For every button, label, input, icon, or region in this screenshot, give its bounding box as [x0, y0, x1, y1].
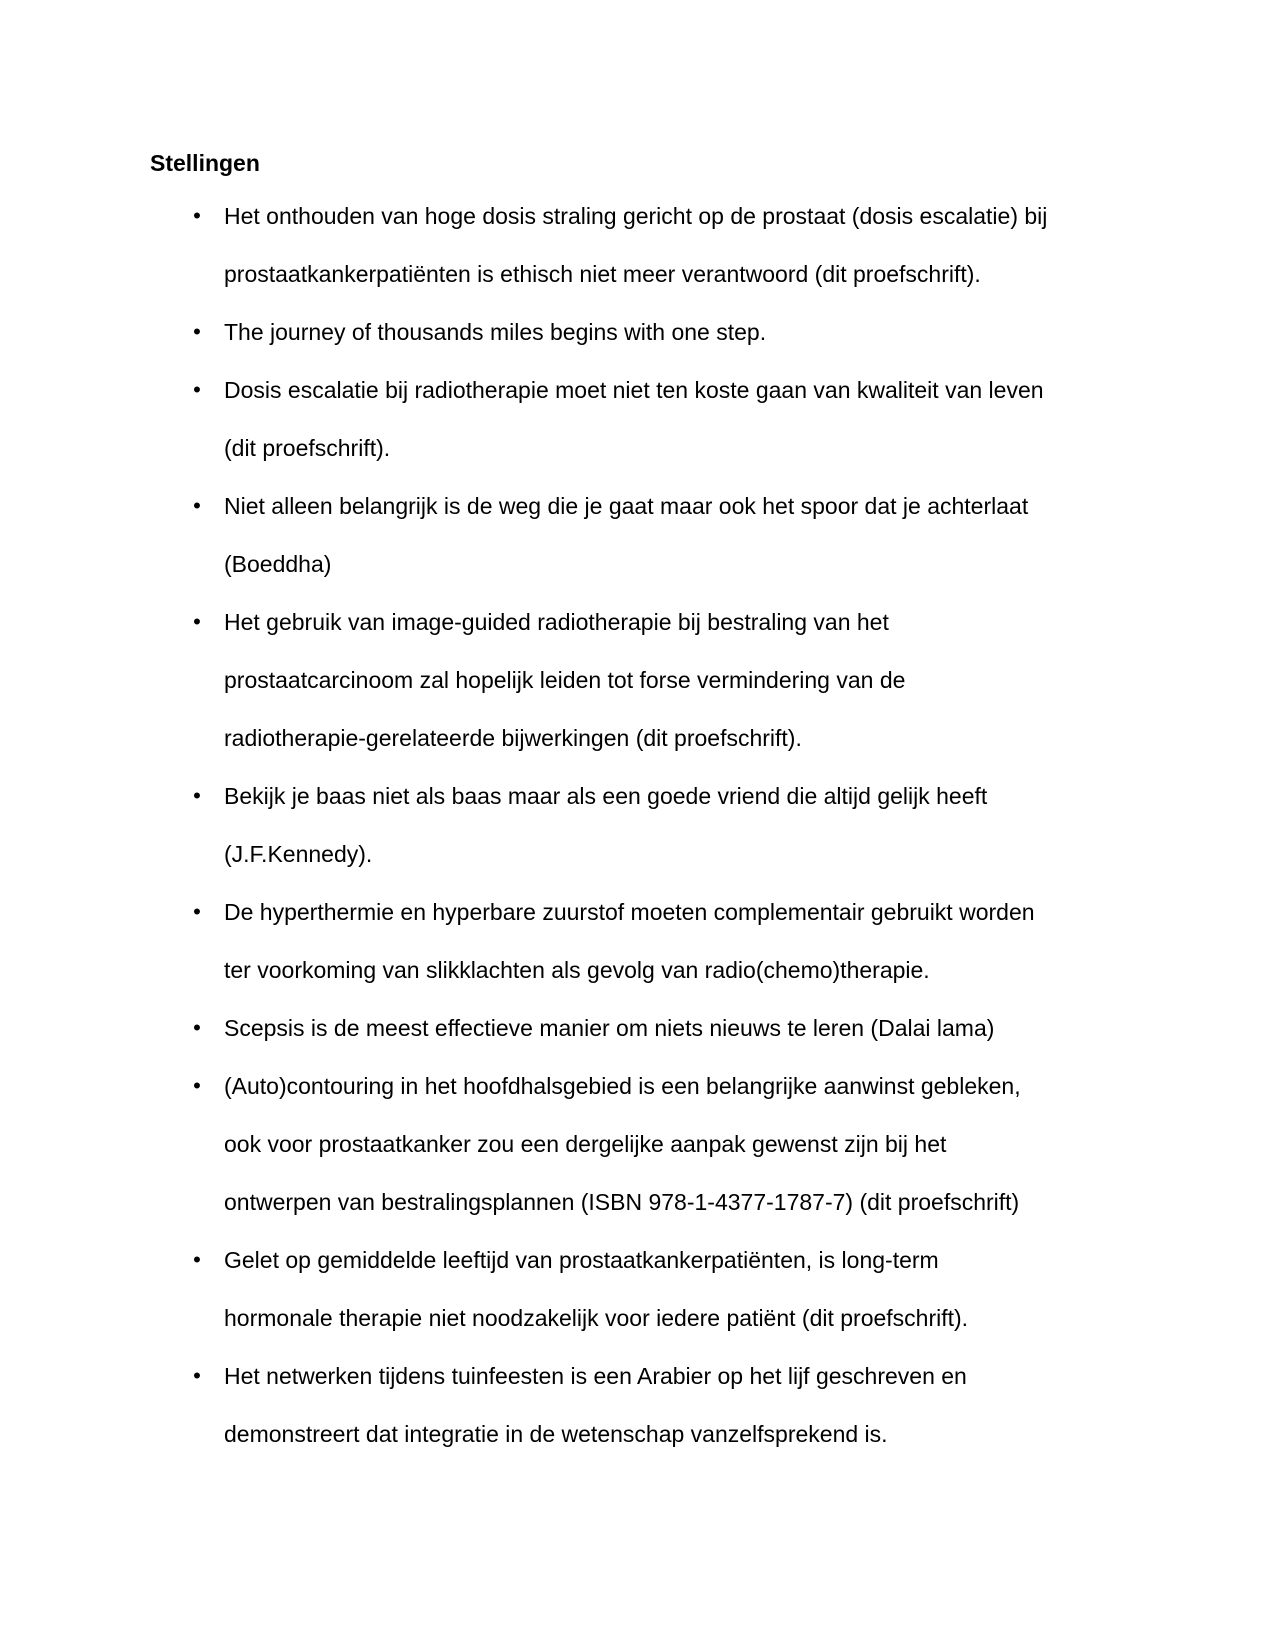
list-item-line: Niet alleen belangrijk is de weg die je gaat maar ook het spoor dat je achterlaat: [224, 493, 1029, 519]
list-item-line: prostaatkankerpatiënten is ethisch niet meer verantwoord (dit proefschrift).: [224, 261, 981, 287]
page-title: Stellingen: [150, 150, 260, 176]
list-item-line: ter voorkoming van slikklachten als gevolg van radio(chemo)therapie.: [224, 957, 930, 983]
bullet-icon: •: [193, 1015, 201, 1040]
bullet-icon: •: [193, 377, 201, 402]
bullet-icon: •: [193, 609, 201, 634]
list-item: [0, 999, 1275, 1057]
list-item: [0, 303, 1275, 361]
list-item-line: (Boeddha): [224, 551, 332, 577]
list-item-line: De hyperthermie en hyperbare zuurstof moeten complementair gebruikt worden: [224, 899, 1035, 925]
list-item-line: (Auto)contouring in het hoofdhalsgebied is een belangrijke aanwinst gebleken,: [224, 1073, 1021, 1099]
list-item-line: radiotherapie-gerelateerde bijwerkingen (dit proefschrift).: [224, 725, 802, 751]
bullet-icon: •: [193, 493, 201, 518]
list-item-line: ook voor prostaatkanker zou een dergelijke aanpak gewenst zijn bij het: [224, 1131, 947, 1157]
list-item-line: Bekijk je baas niet als baas maar als een goede vriend die altijd gelijk heeft: [224, 783, 988, 809]
list-item-line: demonstreert dat integratie in de wetenschap vanzelfsprekend is.: [224, 1421, 888, 1447]
list-item-line: (J.F.Kennedy).: [224, 841, 373, 867]
list-item: [0, 361, 1275, 477]
bullet-icon: •: [193, 1247, 201, 1272]
list-item-line: (dit proefschrift).: [224, 435, 391, 461]
list-item: [0, 1057, 1275, 1231]
list-item-line: ontwerpen van bestralingsplannen (ISBN 978-1-4377-1787-7) (dit proefschrift): [224, 1189, 1020, 1215]
bullet-icon: •: [193, 783, 201, 808]
list-item-line: prostaatcarcinoom zal hopelijk leiden tot forse vermindering van de: [224, 667, 906, 693]
bullet-icon: •: [193, 1363, 201, 1388]
list-item-line: Gelet op gemiddelde leeftijd van prostaatkankerpatiënten, is long-term: [224, 1247, 939, 1273]
list-item: [0, 1231, 1275, 1347]
bullet-icon: •: [193, 319, 201, 344]
bullet-icon: •: [193, 1073, 201, 1098]
list-item: [0, 187, 1275, 303]
bullet-icon: •: [193, 203, 201, 228]
list-item: [0, 767, 1275, 883]
list-item: [0, 883, 1275, 999]
list-item-line: The journey of thousands miles begins with one step.: [224, 319, 767, 345]
list-item-line: Scepsis is de meest effectieve manier om niets nieuws te leren (Dalai lama): [224, 1015, 995, 1041]
list-item-line: Het netwerken tijdens tuinfeesten is een Arabier op het lijf geschreven en: [224, 1363, 967, 1389]
propositions-list: [0, 187, 1275, 1463]
list-item-line: Dosis escalatie bij radiotherapie moet niet ten koste gaan van kwaliteit van leven: [224, 377, 1044, 403]
list-item-line: Het gebruik van image-guided radiotherapie bij bestraling van het: [224, 609, 889, 635]
list-item-line: Het onthouden van hoge dosis straling gericht op de prostaat (dosis escalatie) bij: [224, 203, 1048, 229]
list-item: [0, 1347, 1275, 1463]
bullet-icon: •: [193, 899, 201, 924]
list-item: [0, 477, 1275, 593]
list-item-line: hormonale therapie niet noodzakelijk voor iedere patiënt (dit proefschrift).: [224, 1305, 969, 1331]
list-item: [0, 593, 1275, 767]
